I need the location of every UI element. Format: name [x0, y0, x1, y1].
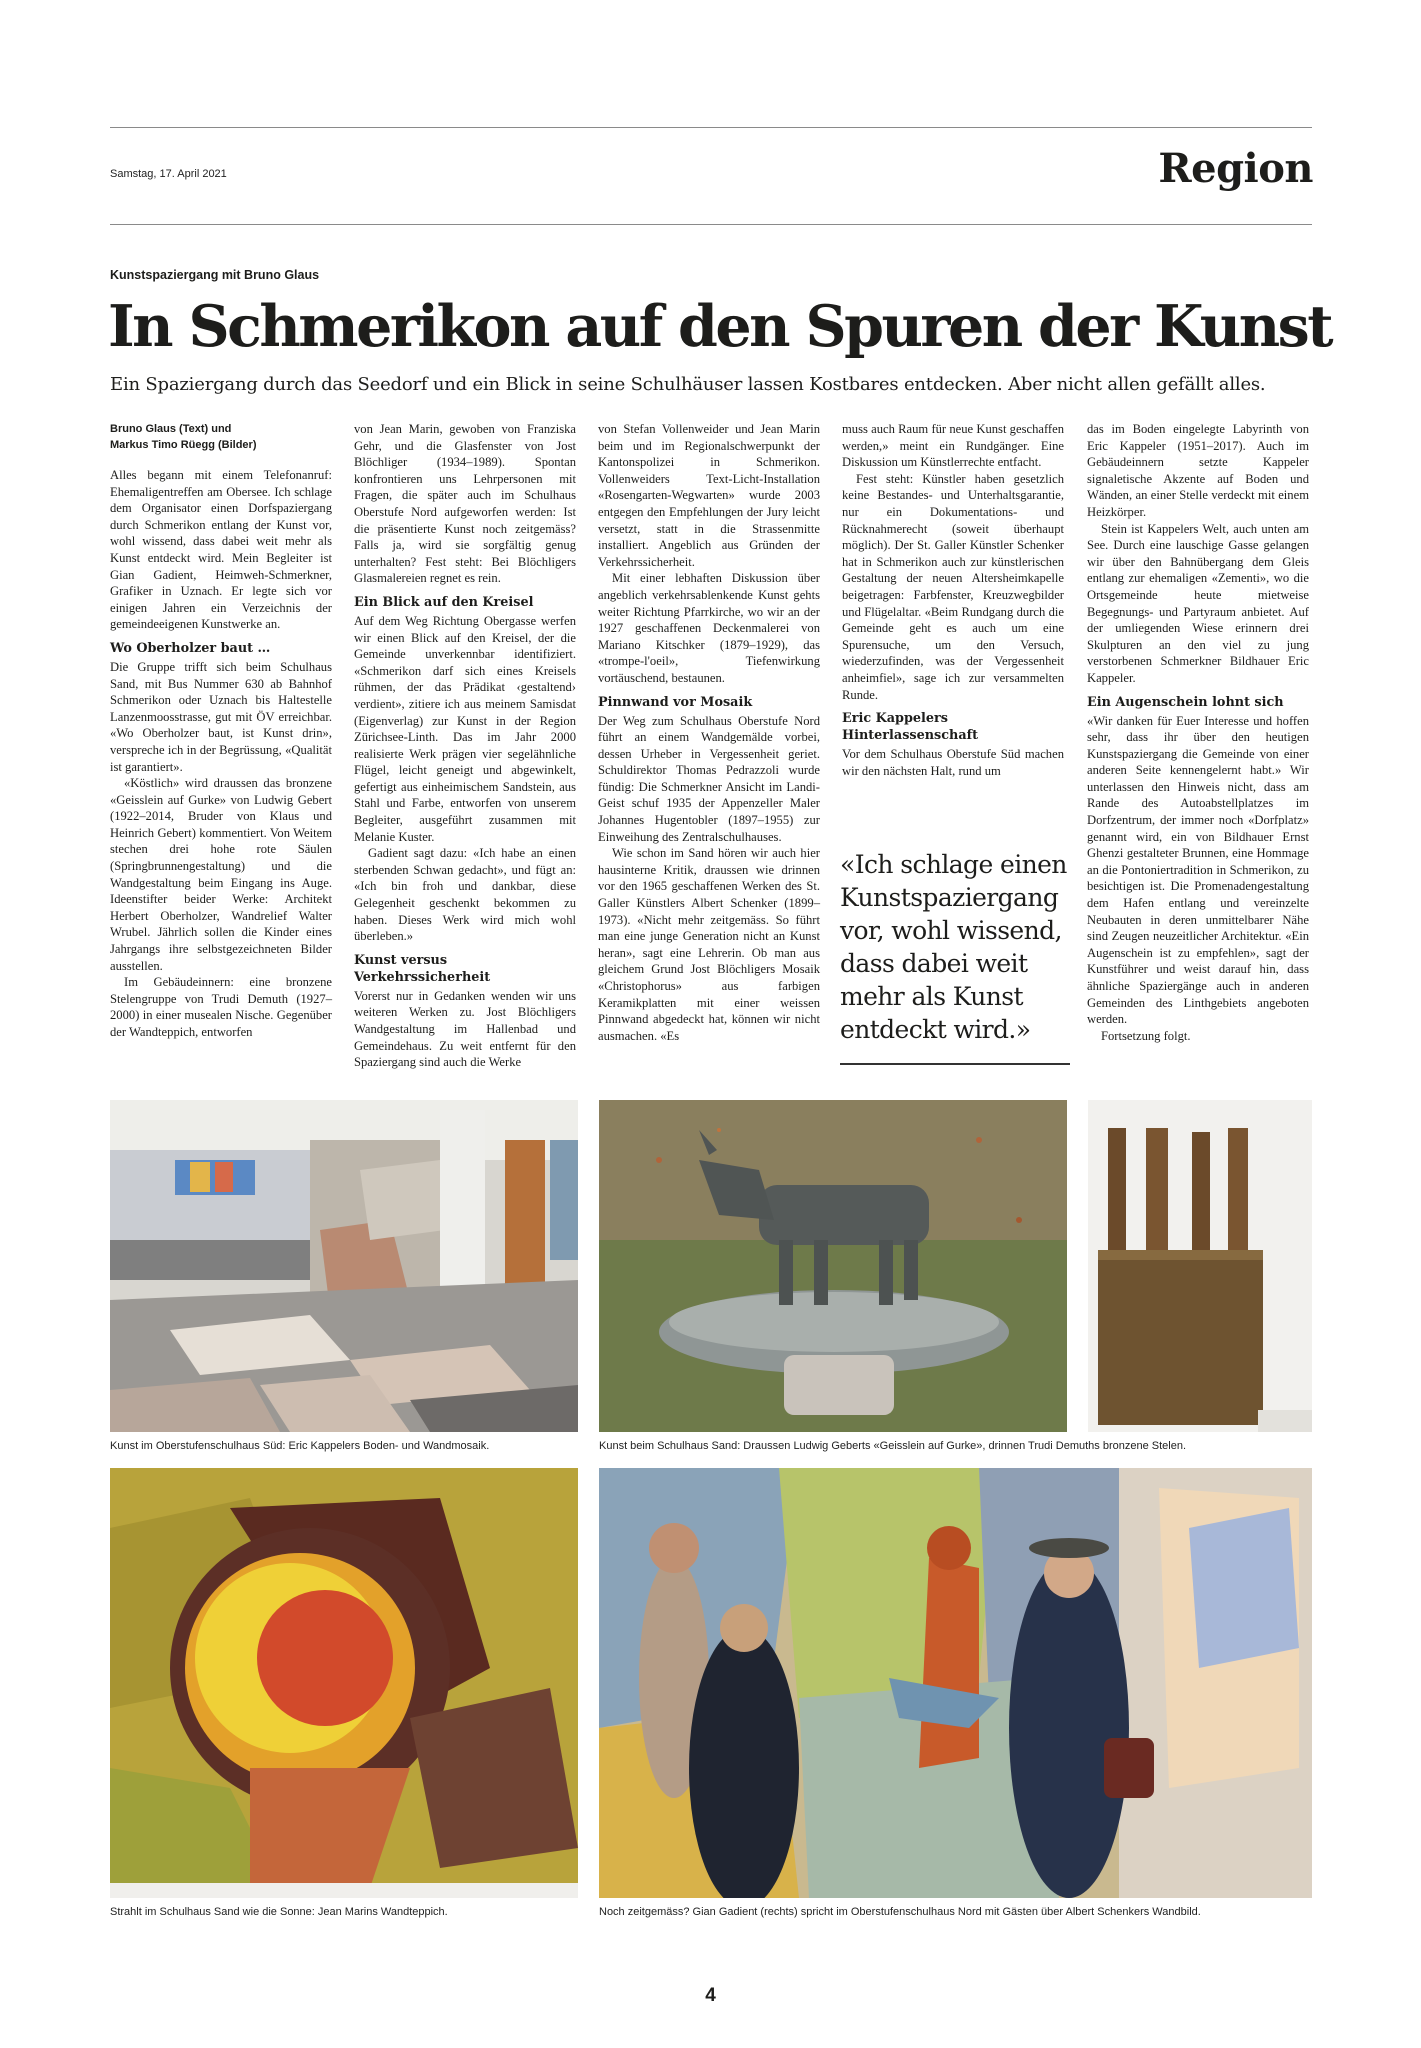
pull-quote-rule — [840, 1063, 1070, 1065]
photo-school-mosaic — [110, 1100, 578, 1432]
headline: In Schmerikon auf den Spuren der Kunst — [108, 293, 1332, 360]
page-number: 4 — [705, 1985, 716, 2006]
kicker: Kunstspaziergang mit Bruno Glaus — [110, 268, 320, 282]
photo-bronze-steles — [1088, 1100, 1312, 1432]
paragraph: von Jean Marin, gewoben von Franziska Gehr, und die Glasfenster von Jost Blöchliger (1934–1989). Spontan konfrontieren uns Lehrpersonen mit Fragen, die später auch im Schulhaus Oberstufe Nord aufgeworfen werden: Ist die präsentierte Kunst noch zeitgemäss? Falls ja, wird sie sorgfältig genug unterhalten? Fest steht: Bei Blöchligers Glasmalereien regnet es rein. — [354, 422, 576, 586]
paragraph: muss auch Raum für neue Kunst geschaffen werden,» meint ein Rundgänger. Eine Diskussion um Künstlerrechte entfacht. — [842, 422, 1064, 470]
photo-tapestry — [110, 1468, 578, 1898]
photo-geisslein-sculpture — [599, 1100, 1067, 1432]
paragraph: Fortsetzung folgt. — [1101, 1028, 1191, 1043]
subheading: Eric Kappelers Hinterlassenschaft — [842, 711, 979, 744]
column-1 — [110, 421, 332, 1041]
caption-photo-5: Noch zeitgemäss? Gian Gadient (rechts) spricht im Oberstufenschulhaus Nord mit Gästen über Albert Schenkers Wandbild. — [599, 1906, 1201, 1918]
section-title: Region — [1158, 145, 1313, 192]
paragraph: «Wir danken für Euer Interesse und hoffen sehr, dass ihr über den heutigen Kunstspaziergang die Gemeinde von einer anderen Seite kennengelernt habt.» Wir unterlassen den Hinweis nicht, dass am Rande des Autoabstellplatzes im Dorfzentrum, der immer noch «Dorfplatz» genannt wird, ein von Bildhauer Ernst Ghenzi gestalteter Brunnen, eine Hommage an die Pontoniertradition in Schmerikon, zu besichtigen ist. Die Promenadengestaltung dem Hafen entlang und vereinzelte Neubauten in deren unmittelbarer Nähe sind Zeugen neuzeitlicher Architektur. «Ein Augenschein ist zu empfehlen», sagt der Kunstführer und weist darauf hin, dass ähnliche Spaziergänge auch in anderen Gemeinden des Linthgebiets angeboten werden. — [1087, 713, 1309, 1027]
column-3 — [598, 421, 820, 1044]
paragraph: Fest steht: Künstler haben gesetzlich keine Bestandes- und Unterhaltsgarantie, nur ein Dokumentations- und Rücknahmerecht (soweit überhaupt möglich). Der St. Galler Künstler Schenker hat in Schmerikon auch zur künstlerischen Gestaltung der neuen Altersheimkapelle beigetragen: Farbfenster, Kreuzwegbilder und Flügelaltar. «Beim Rundgang durch die Gemeinde geht es auch um eine Spurensuche, um den Versuch, wiederzufinden, was der Vergessenheit anheimfiel», sage ich zur versammelten Runde. — [842, 471, 1064, 702]
byline-text: Bruno Glaus (Text) und — [110, 423, 232, 435]
paragraph: Die Gruppe trifft sich beim Schulhaus Sand, mit Bus Nummer 630 ab Bahnhof Schmerikon oder Uznach bis Haltestelle Lanzenmoosstrasse, gut mit ÖV erreichbar. «Wo Oberholzer baut, ist Kunst drin», verspreche ich in der Begrüssung, «Qualität ist garantiert». — [110, 659, 332, 774]
column-5 — [1087, 421, 1309, 1044]
photo-mural-visit — [599, 1468, 1312, 1898]
header-rule — [110, 224, 1312, 225]
column-4 — [842, 421, 1064, 779]
paragraph: Vorerst nur in Gedanken wenden wir uns weiteren Werken zu. Jost Blöchligers Wandgestaltung im Hallenbad und Gemeindehaus. Zu weit entfernt für den Spaziergang sind auch die Werke — [354, 988, 576, 1070]
subheading: Ein Blick auf den Kreisel — [354, 594, 534, 610]
column-2 — [354, 421, 576, 1071]
paragraph: Mit einer lebhaften Diskussion über angeblich verkehrsablenkende Kunst gehts weiter Richtung Pfarrkirche, wo wir an der 1927 geschaffenen Deckenmalerei von Mariano Kitschker (1879–1929), das «trompe-l'oeil», Tiefenwirkung vortäuschend, bestaunen. — [598, 571, 820, 685]
pull-quote: «Ich schlage einen Kunstspaziergang vor, wohl wissend, dass dabei weit mehr als Kunst entdeckt wird.» — [840, 850, 1067, 1044]
caption-photo-4: Strahlt im Schulhaus Sand wie die Sonne: Jean Marins Wandteppich. — [110, 1906, 448, 1918]
issue-date: Samstag, 17. April 2021 — [110, 168, 227, 180]
subheading: Ein Augenschein lohnt sich — [1087, 694, 1284, 710]
caption-photo-2-3: Kunst beim Schulhaus Sand: Draussen Ludwig Geberts «Geisslein auf Gurke», drinnen Trudi Demuths bronzene Stelen. — [599, 1440, 1186, 1452]
lead: Ein Spaziergang durch das Seedorf und ein Blick in seine Schulhäuser lassen Kostbares entdecken. Aber nicht allen gefällt alles. — [110, 374, 1266, 395]
subheading: Kunst versus Verkehrssicherheit — [354, 952, 491, 985]
byline — [110, 421, 332, 453]
paragraph: Gadient sagt dazu: «Ich habe an einen sterbenden Schwan gedacht», und fügt an: «Ich bin froh und dankbar, diese Gelegenheit geschenkt bekommen zu haben. Dieses Werk wird mich wohl überleben.» — [354, 846, 576, 944]
paragraph: «Köstlich» wird draussen das bronzene «Geisslein auf Gurke» von Ludwig Gebert (1922–2014, Bruder von Klaus und Heinrich Gebert) kommentiert. Von Weitem stechen drei hohe rote Säulen (Springbrunnengestaltung) und die Wandgestaltung beim Eingang ins Auge. Ideenstifter beider Werke: Architekt Herbert Oberholzer, Wandrelief Walter Wrubel. Jährlich sollen die Kinder eines Jahrgangs ihre selbstgezeichneten Bilder ausstellen. — [110, 776, 332, 973]
paragraph: Der Weg zum Schulhaus Oberstufe Nord führt an einem Wandgemälde vorbei, dessen Urheber in Vergessenheit geriet. Schuldirektor Thomas Pedrazzoli wurde fündig: Die Schmerkner Ansicht im Landi-Geist schuf 1935 der Appenzeller Maler Johannes Hugentobler (1897–1955) zur Einweihung des Zentralschulhauses. — [598, 713, 820, 844]
paragraph: Auf dem Weg Richtung Obergasse werfen wir einen Blick auf den Kreisel, der die Gemeinde unverkennbar identifiziert. «Schmerikon darf sich eines Kreisels rühmen, der das Prädikat ‹gestaltend› verdient», zitiere ich aus meinem Samisdat (Eigenverlag) zur Kunst in der Region Zürichsee-Linth. Das im Jahr 2000 realisierte Werk prägen vier segelähnliche Flügel, leicht geneigt und abgewinkelt, gefertigt aus einheimischem Sandstein, aus Stahl und Farbe, entworfen von unserem Begleiter, ausgeführt zusammen mit Melanie Kuster. — [354, 613, 576, 844]
paragraph: Wie schon im Sand hören wir auch hier hausinterne Kritik, draussen wie drinnen vor den 1965 geschaffenen Werken des St. Galler Künstlers Albert Schenker (1899–1973). «Nicht mehr zeitgemäss. So führt man eine junge Generation nicht an Kunst heran», sagt eine Lehrerin. Ob man aus gleichem Grund Jost Blöchligers Mosaik «Christophorus» aus farbigen Keramikplatten mit einer weissen Pinnwand abgedeckt hat, können wir nicht ausmachen. «Es — [598, 846, 820, 1043]
subheading: Wo Oberholzer baut … — [110, 640, 271, 656]
top-rule — [110, 127, 1312, 128]
paragraph: Vor dem Schulhaus Oberstufe Süd machen wir den nächsten Halt, rund um — [842, 747, 1064, 778]
subheading: Pinnwand vor Mosaik — [598, 694, 753, 710]
paragraph: Stein ist Kappelers Welt, auch unten am See. Durch eine lauschige Gasse gelangen wir über den Bahnübergang dem Gleis entlang zur ehemaligen «Zementi», wo die Ortsgemeinde heute mietweise Begegnungs- und Partyraum anbietet. Auf der umliegenden Wiese erinnern drei Skulpturen an den viel zu jung verstorbenen Schmerkner Bildhauer Eric Kappeler. — [1087, 521, 1309, 685]
byline-photos: Markus Timo Rüegg (Bilder) — [110, 439, 257, 451]
paragraph: von Stefan Vollenweider und Jean Marin beim und im Regionalschwerpunkt der Kantonspolizei in Schmerikon. Vollenweiders Text-Licht-Installation «Rosengarten-Wegwarten» wurde 2003 entgegen den Empfehlungen der Jury leicht versetzt, statt in die Strassenmitte installiert. Angeblich aus Gründen der Verkehrssicherheit. — [598, 422, 820, 569]
paragraph: Im Gebäudeinnern: eine bronzene Stelengruppe von Trudi Demuth (1927–2000) in einer musealen Nische. Gegenüber der Wandteppich, entworfen — [110, 975, 332, 1039]
caption-photo-1: Kunst im Oberstufenschulhaus Süd: Eric Kappelers Boden- und Wandmosaik. — [110, 1440, 490, 1452]
paragraph: das im Boden eingelegte Labyrinth von Eric Kappeler (1951–2017). Auch im Gebäudeinnern setzte Kappeler signaletische Akzente auf Boden und Wänden, an einer Stelle verdeckt mit einem Heizkörper. — [1087, 422, 1309, 519]
paragraph: Alles begann mit einem Telefonanruf: Ehemaligentreffen am Obersee. Ich schlage dem Organisator einen Dorfspaziergang durch Schmerikon entlang der Kunst vor, wohl wissend, dass dabei weit mehr als Kunst entdeckt wird. Mein Begleiter ist Gian Gadient, Heimweh-Schmerkner, Grafiker in Uznach. Er legte sich vor einigen Jahren ein Verzeichnis der gemeindeeigenen Kunstwerke an. — [110, 468, 332, 632]
